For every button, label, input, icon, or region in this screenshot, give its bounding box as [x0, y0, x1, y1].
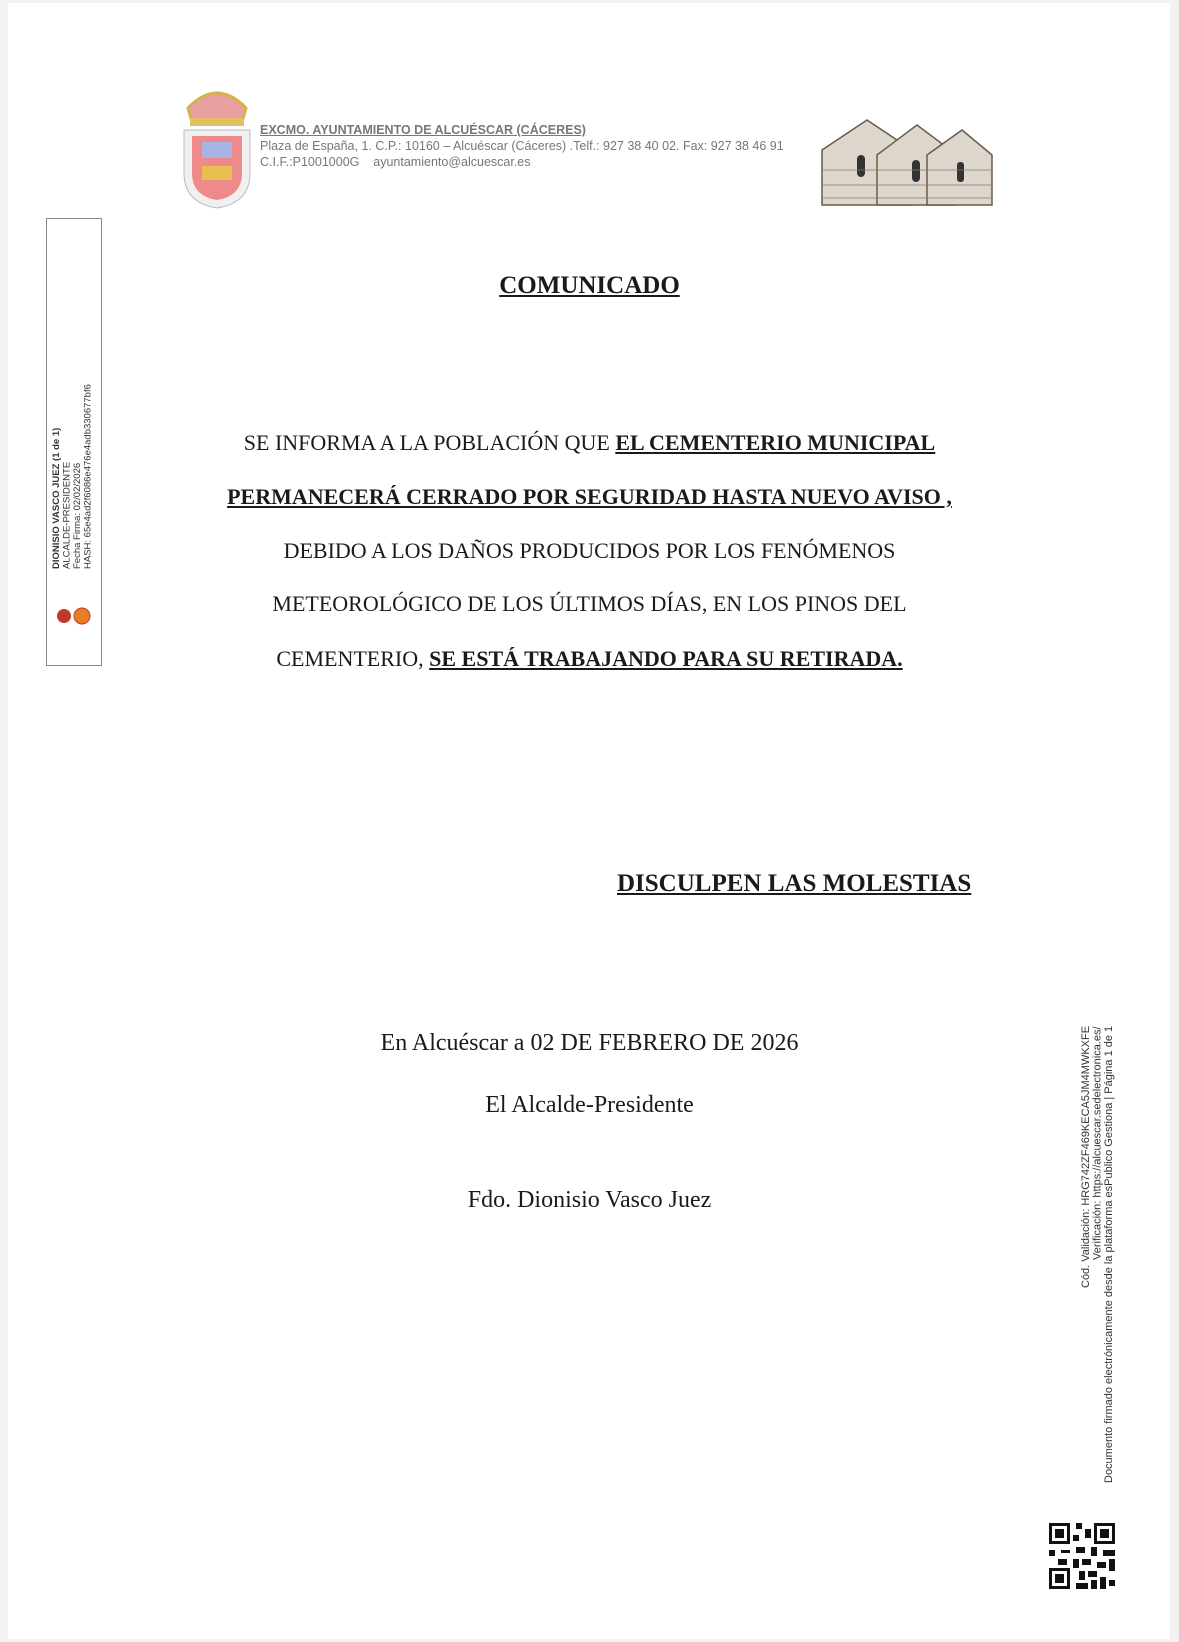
- body-text: SE INFORMA A LA POBLACIÓN QUE: [243, 430, 616, 455]
- body-line-1: [0, 430, 1179, 456]
- cif: C.I.F.:P1001000G: [260, 155, 360, 169]
- signature-note: Documento firmado electrónicamente desde la plataforma esPublico Gestiona | Página 1 de 1: [1103, 1026, 1115, 1484]
- signed-by: Fdo. Dionisio Vasco Juez: [467, 1187, 712, 1213]
- document-page: [8, 3, 1170, 1639]
- page-title: COMUNICADO: [499, 272, 680, 299]
- signer-name: DIONISIO VASCO JUEZ (1 de 1): [51, 427, 62, 569]
- apology-text: DISCULPEN LAS MOLESTIAS: [617, 870, 972, 897]
- place-date: En Alcuéscar a 02 DE FEBRERO DE 2026: [380, 1030, 799, 1056]
- email: ayuntamiento@alcuescar.es: [373, 155, 531, 169]
- signature-hash: HASH: 65e4ad2f6086e476e4adb330677bf6: [82, 384, 94, 569]
- letterhead: [260, 122, 784, 170]
- body-emphasis: SE ESTÁ TRABAJANDO PARA SU RETIRADA.: [429, 646, 903, 671]
- body-text: CEMENTERIO,: [276, 646, 430, 671]
- coat-of-arms-logo: [180, 78, 254, 210]
- signer-title: El Alcalde-Presidente: [485, 1092, 694, 1118]
- qr-code[interactable]: [1049, 1523, 1115, 1589]
- signer-role: ALCALDE-PRESIDENTE: [61, 461, 73, 569]
- body-emphasis: EL CEMENTERIO MUNICIPAL: [615, 430, 936, 455]
- signature-date: Fecha Firma: 02/02/2026: [72, 462, 83, 569]
- validation-code: Cód. Validación: HRG742ZF469KECA5JM4MWKXFE: [1080, 1026, 1092, 1289]
- address: Plaza de España, 1. C.P.: 10160 – Alcuéscar (Cáceres) .Telf.: 927 38 40 02. Fax: 927 38 46 91: [260, 139, 784, 153]
- body-line-3: DEBIDO A LOS DAÑOS PRODUCIDOS POR LOS FENÓMENOS: [283, 538, 896, 563]
- verification-url[interactable]: Verificación: https://alcuescar.sedelectronica.es/: [1091, 1026, 1104, 1260]
- body-line-4: METEOROLÓGICO DE LOS ÚLTIMOS DÍAS, EN LOS PINOS DEL: [272, 591, 907, 616]
- church-illustration: [817, 110, 997, 210]
- institution-name: EXCMO. AYUNTAMIENTO DE ALCUÉSCAR (CÁCERES): [260, 123, 586, 137]
- body-line-5: [0, 646, 1179, 672]
- verification-info: [1081, 1026, 1116, 1514]
- body-line-2: PERMANECERÁ CERRADO POR SEGURIDAD HASTA NUEVO AVISO ,: [227, 484, 952, 509]
